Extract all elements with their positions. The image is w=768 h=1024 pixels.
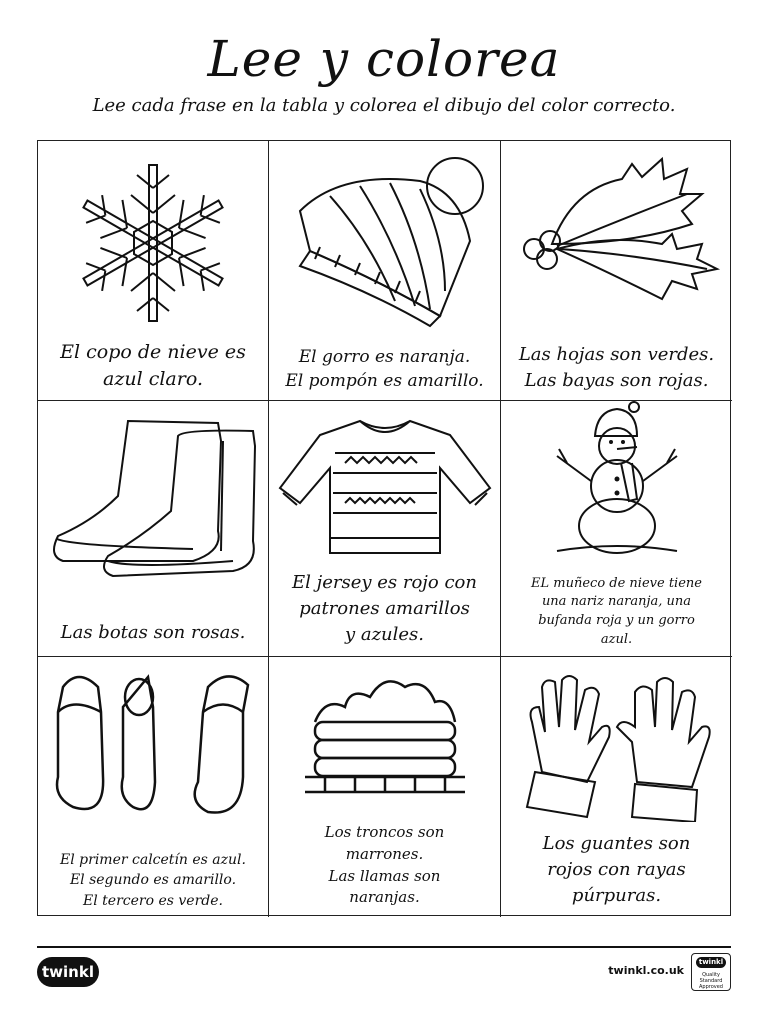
cell-holly: [501, 141, 732, 401]
stockings-icon: [43, 667, 263, 827]
cell-snowman: [501, 401, 732, 657]
caption-hat: El gorro es naranja. El pompón es amarillo.: [285, 346, 484, 392]
cell-stockings: [38, 657, 269, 917]
caption-stockings: El primer calcetín es azul. El segundo es amarillo. El tercero es verde.: [60, 852, 246, 909]
site-url: twinkl.co.uk: [608, 964, 684, 977]
page-title: Lee y colorea: [207, 30, 561, 88]
cell-gloves: [501, 657, 732, 917]
beanie-hat-icon: [280, 151, 490, 331]
snowman-icon: [537, 401, 697, 561]
caption-gloves: Los guantes son rojos con rayas púrpuras.: [542, 832, 691, 906]
worksheet-grid: [37, 140, 731, 916]
sweater-icon: [275, 413, 495, 563]
fireplace-icon: [285, 667, 485, 797]
twinkl-logo: twinkl: [37, 957, 99, 987]
cell-fireplace: [269, 657, 501, 917]
cell-hat: [269, 141, 501, 401]
quality-seal: [691, 953, 731, 991]
cell-sweater: [269, 401, 501, 657]
caption-snowflake: El copo de nieve es azul claro.: [60, 340, 246, 391]
seal-badge: twinkl: [696, 957, 726, 968]
caption-boots: Las botas son rosas.: [60, 621, 246, 643]
caption-holly: Las hojas son verdes. Las bayas son rojas.: [518, 343, 715, 391]
cell-boots: [38, 401, 269, 657]
footer-divider: [37, 946, 731, 948]
gloves-icon: [517, 672, 717, 822]
cell-snowflake: [38, 141, 269, 401]
caption-sweater: El jersey es rojo con patrones amarillos y azules.: [292, 571, 477, 645]
caption-snowman: EL muñeco de nieve tiene una nariz naranja, una bufanda roja y un gorro azul.: [531, 575, 702, 648]
caption-fireplace: Los troncos son marrones. Las llamas son naranjas.: [324, 823, 445, 907]
page-subtitle: Lee cada frase en la tabla y colorea el dibujo del color correcto.: [92, 95, 676, 116]
seal-text: Quality Standard Approved: [699, 972, 723, 990]
holly-icon: [512, 149, 722, 319]
snowflake-icon: [63, 151, 243, 336]
boots-icon: [43, 411, 263, 591]
